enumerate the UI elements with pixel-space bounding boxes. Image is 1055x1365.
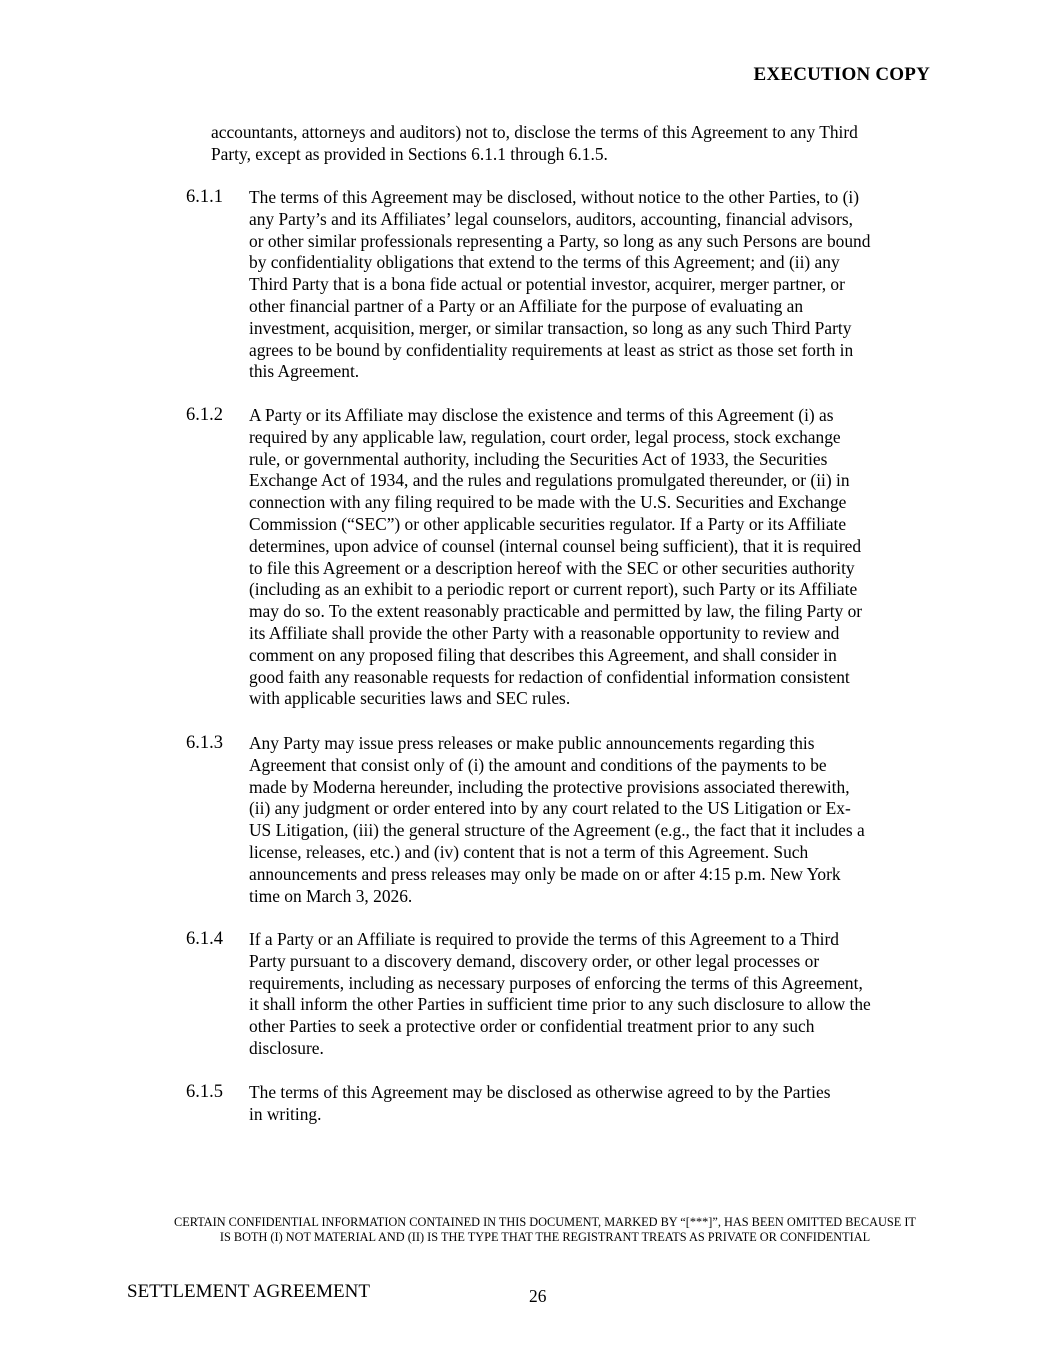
- text-line: disclosure.: [249, 1037, 324, 1058]
- section-number: 6.1.5: [186, 1082, 223, 1102]
- section-number: 6.1.2: [186, 405, 223, 425]
- text-line: Party pursuant to a discovery demand, discovery order, or other legal processes or: [249, 950, 820, 971]
- text-line: US Litigation, (iii) the general structure of the Agreement (e.g., the fact that it includes a: [249, 820, 865, 841]
- section-6-1-2: [186, 405, 931, 710]
- page-number: 26: [529, 1286, 547, 1306]
- text-line: The terms of this Agreement may be disclosed, without notice to the other Parties, to (i): [249, 187, 859, 207]
- section-text: [249, 187, 931, 383]
- execution-copy-header: EXECUTION COPY: [753, 64, 930, 85]
- text-line: or other similar professionals representing a Party, so long as any such Persons are bound: [249, 230, 871, 251]
- text-line: A Party or its Affiliate may disclose the existence and terms of this Agreement (i) as: [249, 405, 834, 425]
- text-line: (including as an exhibit to a periodic report or current report), such Party or its Affiliate: [249, 579, 858, 600]
- section-6-1-4: [186, 929, 931, 1060]
- text-line: Exchange Act of 1934, and the rules and regulations promulgated thereunder, or (ii) in: [249, 470, 850, 491]
- section-text: [249, 929, 931, 1060]
- text-line: Commission (“SEC”) or other applicable securities regulator. If a Party or its Affiliate: [249, 513, 847, 534]
- text-line: The terms of this Agreement may be disclosed as otherwise agreed to by the Parties: [249, 1082, 831, 1102]
- text-line: this Agreement.: [249, 361, 360, 382]
- text-line: in writing.: [249, 1103, 322, 1124]
- text-line: by confidentiality obligations that extend to the terms of this Agreement; and (ii) any: [249, 252, 840, 273]
- section-text: [249, 1082, 931, 1126]
- text-line: license, releases, etc.) and (iv) content that is not a term of this Agreement. Such: [249, 841, 809, 862]
- text-line: good faith any reasonable requests for redaction of confidential information consistent: [249, 666, 850, 687]
- section-number: 6.1.4: [186, 929, 223, 949]
- text-line: Third Party that is a bona fide actual or potential investor, acquirer, merger partner, or: [249, 274, 845, 295]
- text-line: Any Party may issue press releases or make public announcements regarding this: [249, 733, 815, 753]
- text-line: rule, or governmental authority, including the Securities Act of 1933, the Securities: [249, 448, 828, 469]
- text-line: If a Party or an Affiliate is required to provide the terms of this Agreement to a Third: [249, 929, 839, 949]
- section-6-1-5: [186, 1082, 931, 1126]
- section-6-1-1: [186, 187, 931, 383]
- text-line: with applicable securities laws and SEC rules.: [249, 688, 571, 709]
- text-line: agrees to be bound by confidentiality requirements at least as strict as those set forth in: [249, 339, 854, 360]
- text-line: required by any applicable law, regulation, court order, legal process, stock exchange: [249, 426, 841, 447]
- text-line: may do so. To the extent reasonably practicable and permitted by law, the filing Party or: [249, 601, 863, 622]
- text-line: investment, acquisition, merger, or similar transaction, so long as any such Third Party: [249, 317, 852, 338]
- section-text: [249, 733, 931, 907]
- footer-document-title: SETTLEMENT AGREEMENT: [127, 1281, 370, 1302]
- intro-paragraph: [211, 122, 931, 166]
- text-line: comment on any proposed filing that describes this Agreement, and shall consider in: [249, 644, 837, 665]
- text-line: other Parties to seek a protective order or confidential treatment prior to any such: [249, 1016, 815, 1037]
- section-number: 6.1.3: [186, 733, 223, 753]
- text-line: (ii) any judgment or order entered into by any court related to the US Litigation or Ex-: [249, 798, 851, 819]
- text-line: Party, except as provided in Sections 6.1.1 through 6.1.5.: [211, 143, 608, 164]
- text-line: made by Moderna hereunder, including the protective provisions associated therewith,: [249, 776, 850, 797]
- text-line: announcements and press releases may only be made on or after 4:15 p.m. New York: [249, 863, 841, 884]
- text-line: Agreement that consist only of (i) the amount and conditions of the payments to be: [249, 754, 827, 775]
- text-line: other financial partner of a Party or an Affiliate for the purpose of evaluating an: [249, 295, 804, 316]
- section-text: [249, 405, 931, 710]
- text-line: its Affiliate shall provide the other Party with a reasonable opportunity to review and: [249, 622, 840, 643]
- text-line: any Party’s and its Affiliates’ legal counselors, auditors, accounting, financial advisors,: [249, 208, 854, 229]
- text-line: time on March 3, 2026.: [249, 885, 413, 906]
- text-line: to file this Agreement or a description hereof with the SEC or other securities authority: [249, 557, 855, 578]
- text-line: requirements, including as necessary purposes of enforcing the terms of this Agreement,: [249, 972, 863, 993]
- section-number: 6.1.1: [186, 187, 223, 207]
- confidentiality-legend: [100, 1215, 990, 1245]
- text-line: it shall inform the other Parties in sufficient time prior to any such disclosure to allow the: [249, 994, 871, 1015]
- legend-line: CERTAIN CONFIDENTIAL INFORMATION CONTAINED IN THIS DOCUMENT, MARKED BY “[***]”, HAS BEEN OMITTED BECAUSE IT: [174, 1215, 916, 1229]
- section-6-1-3: [186, 733, 931, 907]
- legend-line: IS BOTH (I) NOT MATERIAL AND (II) IS THE TYPE THAT THE REGISTRANT TREATS AS PRIVATE OR CONFIDENTIAL: [219, 1230, 871, 1244]
- text-line: connection with any filing required to be made with the U.S. Securities and Exchange: [249, 492, 847, 513]
- text-line: accountants, attorneys and auditors) not to, disclose the terms of this Agreement to any Third: [211, 122, 858, 142]
- text-line: determines, upon advice of counsel (internal counsel being sufficient), that it is required: [249, 535, 862, 556]
